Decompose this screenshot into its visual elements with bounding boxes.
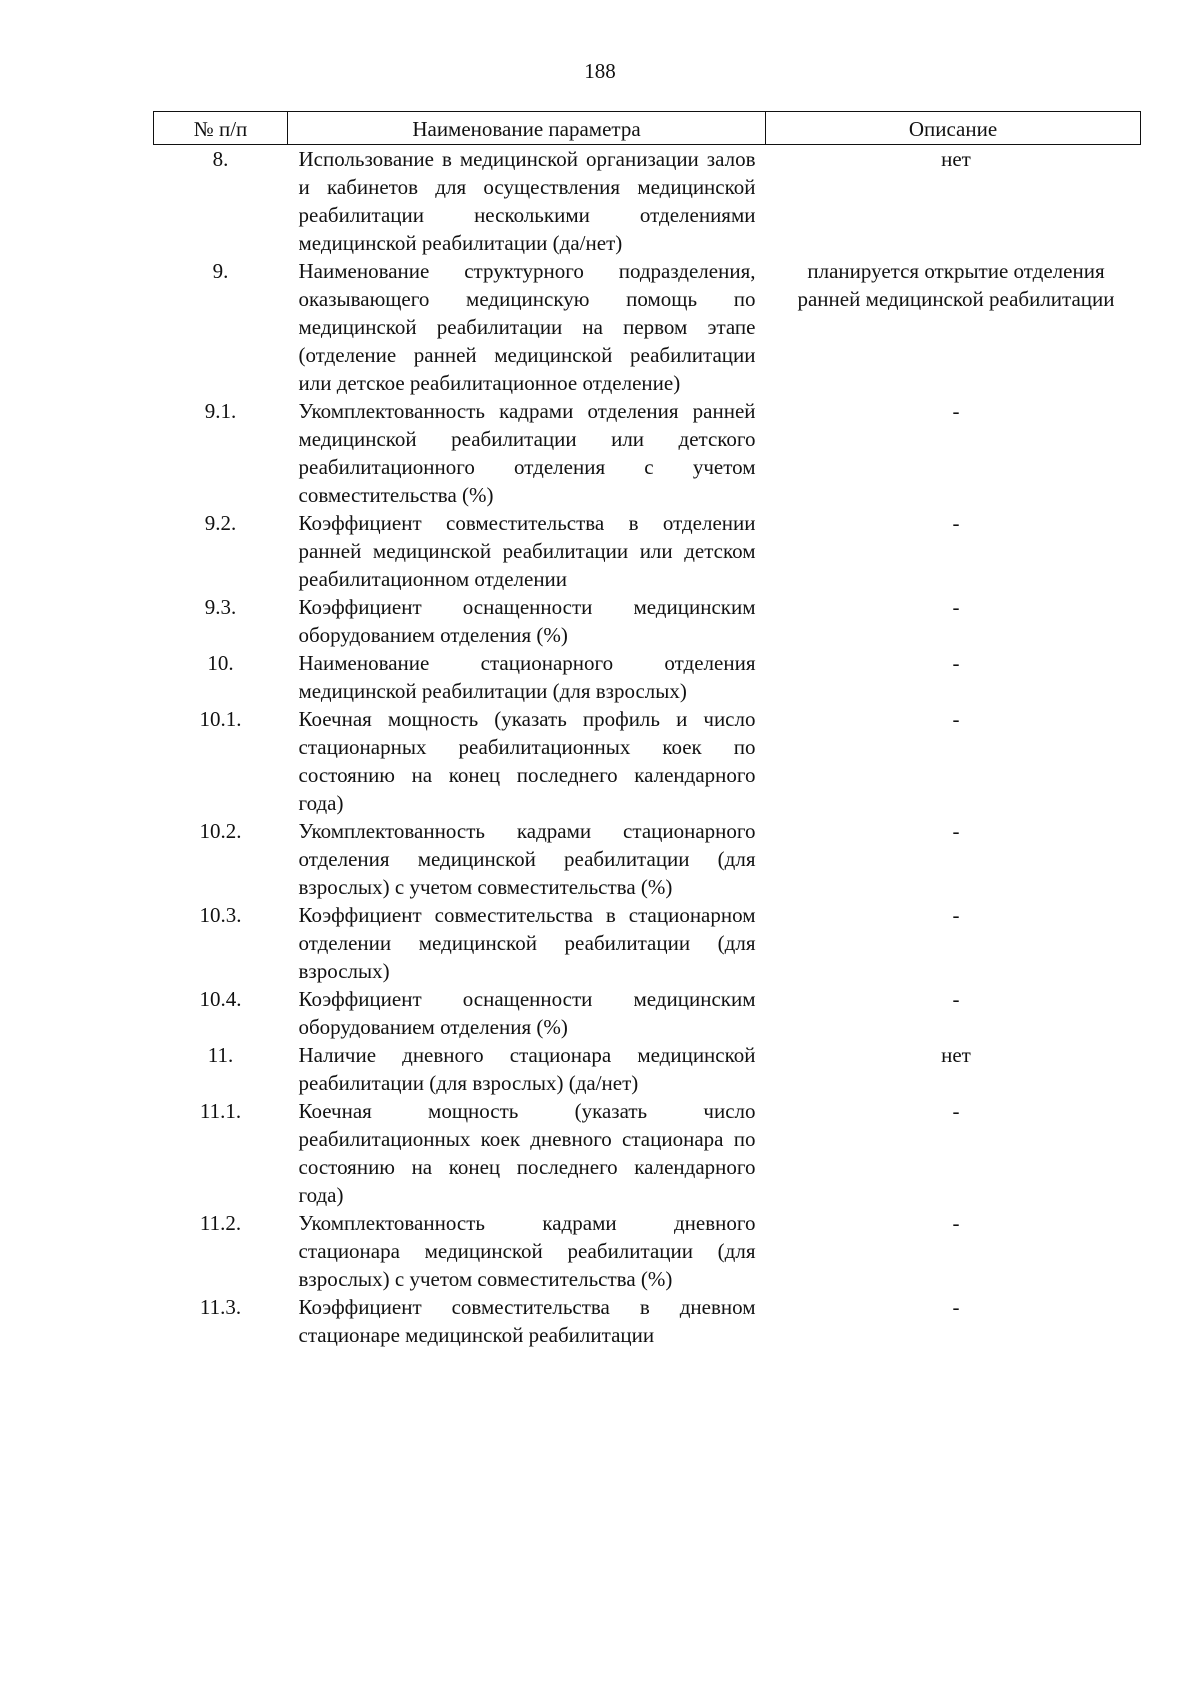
parameters-table <box>153 111 1141 1349</box>
table-row <box>154 1097 1141 1209</box>
row-number: 10.4. <box>199 987 242 1011</box>
table-row <box>154 817 1141 901</box>
row-parameter-name: Укомплектованность кадрами отделения ранней медицинской реабилитации или детского реабилитационного отделения с учетом совместительства (%) <box>298 399 756 507</box>
header-row <box>154 112 1141 145</box>
table-row <box>154 705 1141 817</box>
row-number: 9.3. <box>204 595 237 619</box>
row-parameter-name: Наименование стационарного отделения медицинской реабилитации (для взрослых) <box>298 651 756 703</box>
row-description: - <box>952 651 960 675</box>
row-parameter-name: Коэффициент оснащенности медицинским оборудованием отделения (%) <box>298 987 756 1039</box>
row-number: 10.3. <box>199 903 242 927</box>
header-parameter-name: Наименование параметра <box>288 112 766 145</box>
table-row <box>154 901 1141 985</box>
row-parameter-name: Коэффициент совместительства в дневном стационаре медицинской реабилитации <box>298 1295 756 1347</box>
row-number: 8. <box>212 147 229 171</box>
row-parameter-name: Использование в медицинской организации залов и кабинетов для осуществления медицинской реабилитации несколькими отделениями медицинской реабилитации (да/нет) <box>298 147 756 255</box>
table-row <box>154 593 1141 649</box>
row-number: 10. <box>207 651 234 675</box>
row-parameter-name: Коэффициент совместительства в стационарном отделении медицинской реабилитации (для взрослых) <box>298 903 756 983</box>
row-number: 9.1. <box>204 399 237 423</box>
row-number: 11.1. <box>199 1099 242 1123</box>
row-description: планируется открытие отделения ранней медицинской реабилитации <box>797 259 1115 311</box>
row-parameter-name: Укомплектованность кадрами дневного стационара медицинской реабилитации (для взрослых) с учетом совместительства (%) <box>298 1211 756 1291</box>
table-header <box>154 112 1141 145</box>
row-parameter-name: Коечная мощность (указать число реабилитационных коек дневного стационара по состоянию на конец последнего календарного года) <box>298 1099 756 1207</box>
table-row <box>154 649 1141 705</box>
row-parameter-name: Наименование структурного подразделения, оказывающего медицинскую помощь по медицинской реабилитации на первом этапе (отделение ранней медицинской реабилитации или детское реабилитационное отделение) <box>298 259 756 395</box>
table-row <box>154 509 1141 593</box>
row-description: - <box>952 987 960 1011</box>
table-body <box>154 145 1141 1350</box>
row-description: - <box>952 1211 960 1235</box>
row-number: 10.1. <box>199 707 242 731</box>
row-number: 11. <box>207 1043 234 1067</box>
table-row <box>154 1209 1141 1293</box>
row-description: - <box>952 707 960 731</box>
row-description: - <box>952 1295 960 1319</box>
table-row <box>154 257 1141 397</box>
row-number: 11.3. <box>199 1295 242 1319</box>
row-number: 11.2. <box>199 1211 242 1235</box>
row-parameter-name: Наличие дневного стационара медицинской реабилитации (для взрослых) (да/нет) <box>298 1043 756 1095</box>
table-row <box>154 397 1141 509</box>
row-description: нет <box>941 1043 971 1067</box>
row-description: - <box>952 1099 960 1123</box>
header-description: Описание <box>766 112 1141 145</box>
header-number: № п/п <box>154 112 288 145</box>
row-description: - <box>952 819 960 843</box>
row-description: - <box>952 511 960 535</box>
row-parameter-name: Коечная мощность (указать профиль и число стационарных реабилитационных коек по состоянию на конец последнего календарного года) <box>298 707 756 815</box>
row-parameter-name: Укомплектованность кадрами стационарного отделения медицинской реабилитации (для взрослых) с учетом совместительства (%) <box>298 819 756 899</box>
row-parameter-name: Коэффициент совместительства в отделении ранней медицинской реабилитации или детском реабилитационном отделении <box>298 511 756 591</box>
table-row <box>154 1041 1141 1097</box>
row-description: нет <box>941 147 971 171</box>
table-row <box>154 985 1141 1041</box>
table-row <box>154 145 1141 258</box>
row-description: - <box>952 399 960 423</box>
row-number: 9.2. <box>204 511 237 535</box>
row-number: 9. <box>212 259 229 283</box>
row-description: - <box>952 595 960 619</box>
row-description: - <box>952 903 960 927</box>
row-parameter-name: Коэффициент оснащенности медицинским оборудованием отделения (%) <box>298 595 756 647</box>
table-row <box>154 1293 1141 1349</box>
page-number: 188 <box>584 59 616 83</box>
row-number: 10.2. <box>199 819 242 843</box>
